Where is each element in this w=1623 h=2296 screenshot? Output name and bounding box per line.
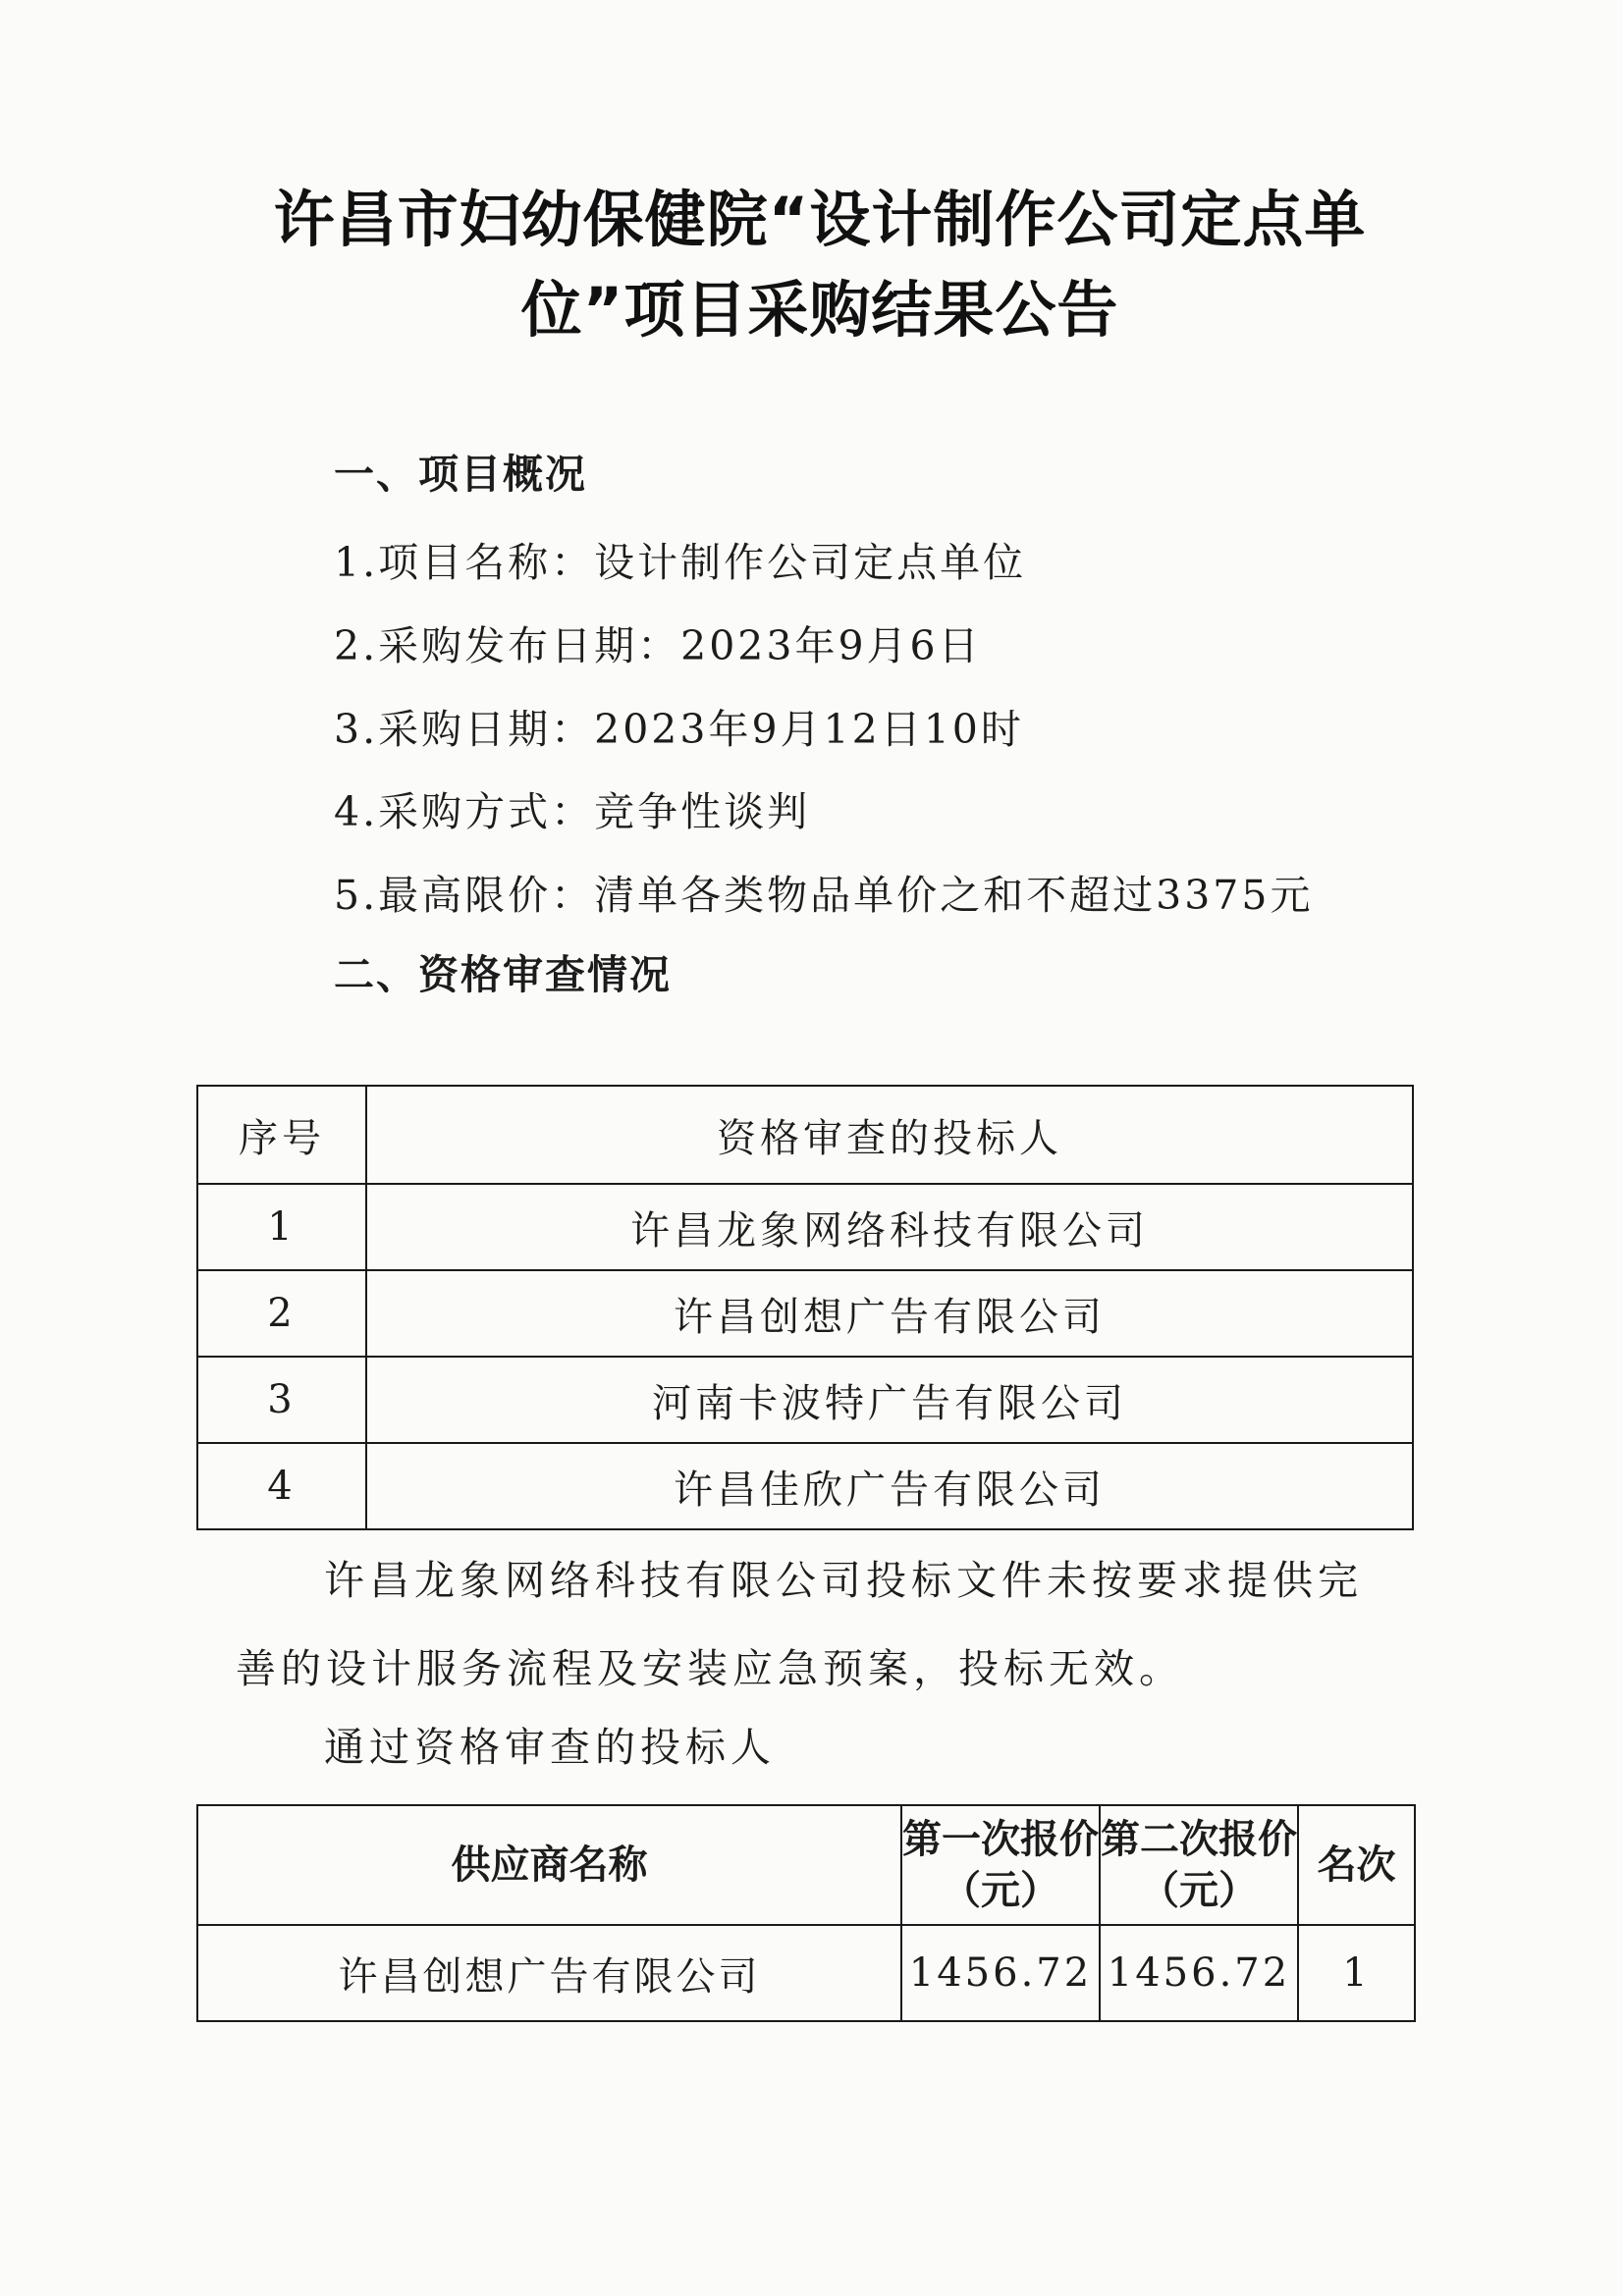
passed-bidders-label: 通过资格审查的投标人 — [324, 1724, 776, 1771]
table-row — [197, 1443, 1413, 1529]
table-row — [197, 1270, 1413, 1357]
row-bidder: 许昌创想广告有限公司 — [366, 1270, 1413, 1357]
row-bidder: 河南卡波特广告有限公司 — [366, 1357, 1413, 1443]
max-price-line: 5.最高限价：清单各类物品单价之和不超过3375元 — [334, 872, 1314, 919]
row-supplier: 许昌创想广告有限公司 — [197, 1925, 901, 2021]
section-1-heading: 一、项目概况 — [334, 451, 587, 498]
header-supplier: 供应商名称 — [197, 1805, 901, 1925]
row-first-quote: 1456.72 — [901, 1925, 1100, 2021]
procurement-date-line: 3.采购日期：2023年9月12日10时 — [334, 706, 1024, 753]
section-2-heading: 二、资格审查情况 — [334, 951, 672, 998]
row-index: 4 — [197, 1443, 366, 1529]
result-table — [196, 1804, 1416, 2022]
qualification-table — [196, 1085, 1414, 1530]
row-second-quote: 1456.72 — [1100, 1925, 1298, 2021]
publish-date-line: 2.采购发布日期：2023年9月6日 — [334, 622, 982, 669]
title-line-1: 许昌市妇幼保健院“设计制作公司定点单 — [273, 184, 1367, 255]
title-line-2: 位”项目采购结果公告 — [520, 274, 1119, 346]
row-index: 2 — [197, 1270, 366, 1357]
header-index: 序号 — [197, 1086, 366, 1184]
row-index: 1 — [197, 1184, 366, 1270]
document-title — [245, 175, 1394, 355]
table-header-row — [197, 1086, 1413, 1184]
row-rank: 1 — [1298, 1925, 1415, 2021]
invalid-note-line-2: 善的设计服务流程及安装应急预案，投标无效。 — [236, 1645, 1184, 1692]
row-bidder: 许昌龙象网络科技有限公司 — [366, 1184, 1413, 1270]
table-row — [197, 1925, 1415, 2021]
procurement-method-line: 4.采购方式：竞争性谈判 — [334, 788, 811, 835]
header-second-quote: 第二次报价（元） — [1100, 1805, 1298, 1925]
row-index: 3 — [197, 1357, 366, 1443]
header-bidder: 资格审查的投标人 — [366, 1086, 1413, 1184]
table-row — [197, 1184, 1413, 1270]
table-row — [197, 1357, 1413, 1443]
row-bidder: 许昌佳欣广告有限公司 — [366, 1443, 1413, 1529]
header-first-quote: 第一次报价（元） — [901, 1805, 1100, 1925]
invalid-note-line-1: 许昌龙象网络科技有限公司投标文件未按要求提供完 — [324, 1557, 1363, 1604]
header-rank: 名次 — [1298, 1805, 1415, 1925]
result-header-row — [197, 1805, 1415, 1925]
project-name-line: 1.项目名称：设计制作公司定点单位 — [334, 539, 1027, 586]
